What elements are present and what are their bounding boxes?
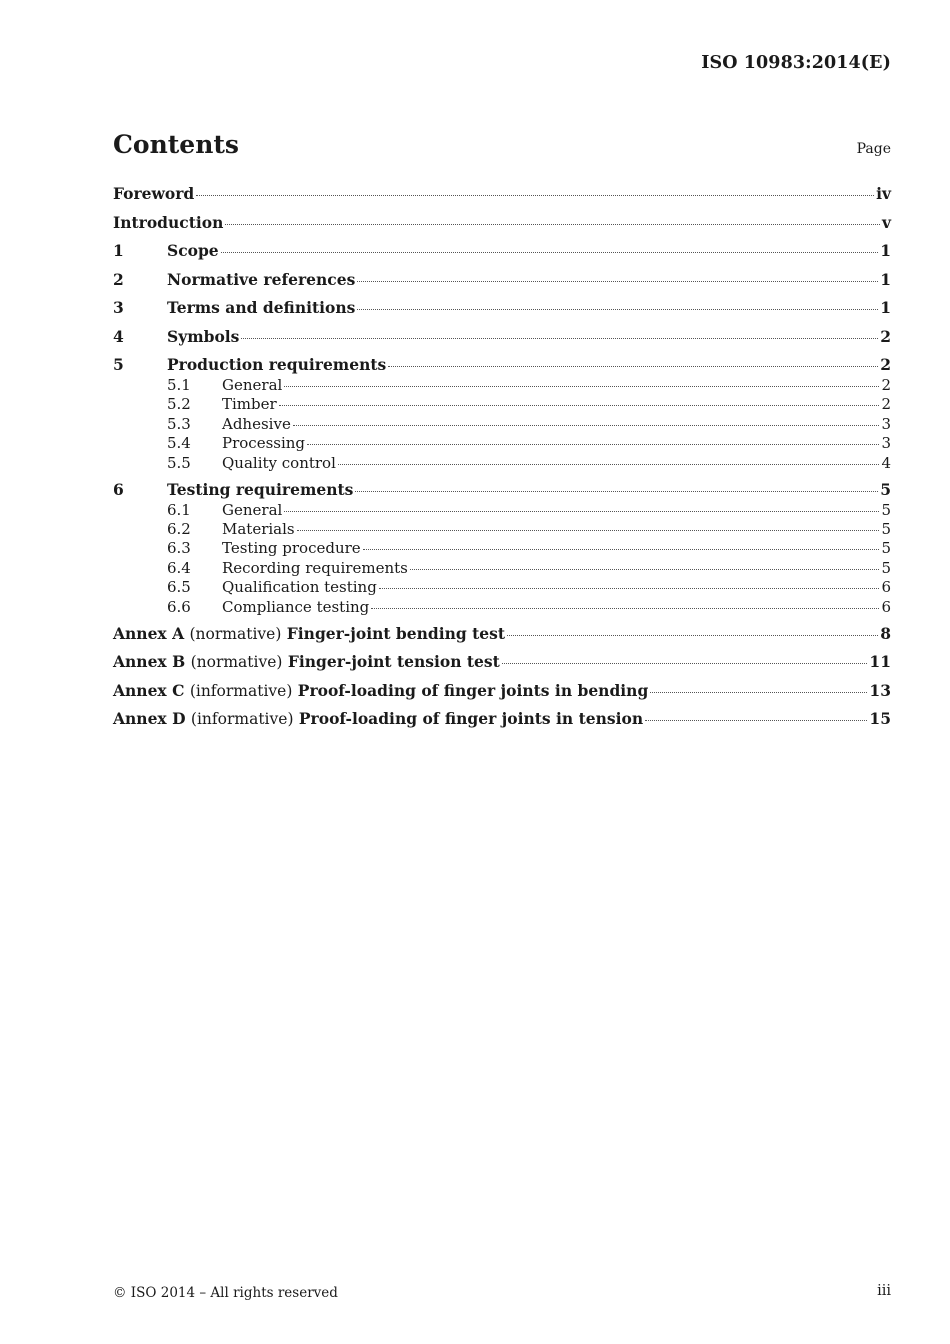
dot-leader bbox=[221, 252, 879, 253]
toc-entry-page: 6 bbox=[881, 578, 891, 597]
toc-entry-label: Testing procedure bbox=[222, 539, 361, 558]
toc-entry-label: Production requirements bbox=[167, 355, 387, 374]
dot-leader bbox=[293, 425, 880, 426]
annex-title: Finger-joint bending test bbox=[286, 623, 506, 643]
toc-entry-label: Introduction bbox=[113, 212, 224, 232]
dot-leader bbox=[307, 444, 879, 445]
toc-entry-label: Materials bbox=[222, 519, 295, 538]
toc-entry-page: 2 bbox=[880, 355, 891, 374]
toc-entry-subsection[interactable] bbox=[113, 434, 891, 453]
toc-entry-subsection[interactable] bbox=[113, 395, 891, 414]
toc-subsection-number: 6.5 bbox=[167, 578, 191, 597]
toc-entry-page: 3 bbox=[881, 434, 891, 453]
annex-title: Proof-loading of finger joints in bending bbox=[297, 680, 649, 700]
toc-entry-label: Terms and definitions bbox=[167, 298, 356, 317]
toc-entry-page: 8 bbox=[880, 623, 891, 643]
toc-entry-label: Foreword bbox=[113, 184, 195, 203]
toc-entry-subsection[interactable] bbox=[113, 520, 891, 539]
toc-section-number: 1 bbox=[113, 241, 124, 260]
toc-entry-page: 5 bbox=[881, 539, 891, 558]
toc-entry-page: 1 bbox=[880, 269, 891, 289]
toc-section-number: 5 bbox=[113, 355, 124, 374]
document-id: ISO 10983:2014(E) bbox=[701, 53, 891, 73]
toc-entry-introduction[interactable] bbox=[113, 213, 891, 242]
dot-leader bbox=[196, 195, 874, 196]
toc-entry-section[interactable] bbox=[113, 298, 891, 327]
dot-leader bbox=[650, 692, 867, 693]
annex-id: Annex B bbox=[113, 652, 186, 672]
annex-type: (normative) bbox=[190, 653, 283, 672]
toc-entry-label: Scope bbox=[167, 241, 219, 260]
toc-entry-subsection[interactable] bbox=[113, 598, 891, 624]
toc-subsection-number: 5.4 bbox=[167, 434, 191, 453]
toc-entry-subsection[interactable] bbox=[113, 415, 891, 434]
toc-entry-page: v bbox=[881, 212, 891, 232]
toc-entry-page: 13 bbox=[869, 680, 891, 700]
annex-title: Finger-joint tension test bbox=[287, 652, 500, 672]
toc-entry-page: 4 bbox=[881, 453, 891, 472]
annex-type: (informative) bbox=[189, 681, 293, 700]
toc-entry-section[interactable] bbox=[113, 327, 891, 356]
page-column-label: Page bbox=[856, 141, 891, 157]
toc-section-number: 6 bbox=[113, 479, 124, 499]
annex-id: Annex C bbox=[113, 680, 185, 700]
copyright-notice: © ISO 2014 – All rights reserved bbox=[113, 1285, 338, 1301]
toc-entry-label: Symbols bbox=[167, 326, 240, 346]
toc-subsection-number: 6.4 bbox=[167, 558, 191, 577]
dot-leader bbox=[371, 608, 879, 609]
dot-leader bbox=[355, 491, 878, 492]
toc-subsection-number: 5.5 bbox=[167, 453, 191, 472]
toc-entry-annex[interactable] bbox=[113, 624, 891, 653]
annex-id: Annex A bbox=[113, 623, 185, 643]
toc-entry-label: General bbox=[222, 500, 283, 519]
toc-entry-page: 5 bbox=[881, 519, 891, 538]
dot-leader bbox=[410, 569, 880, 570]
toc-entry-page: 5 bbox=[880, 479, 891, 499]
toc-entry-annex[interactable] bbox=[113, 709, 891, 738]
dot-leader bbox=[357, 281, 878, 282]
toc-entry-label: Quality control bbox=[222, 453, 336, 472]
toc-entry-page: 5 bbox=[881, 558, 891, 577]
toc-entry-page: 2 bbox=[881, 395, 891, 414]
dot-leader bbox=[297, 530, 880, 531]
toc-entry-subsection[interactable] bbox=[113, 559, 891, 578]
toc-entry-label: Adhesive bbox=[222, 414, 291, 433]
toc-entry-label: Normative references bbox=[167, 269, 356, 289]
page-number: iii bbox=[877, 1283, 891, 1299]
toc-entry-label: Processing bbox=[222, 434, 306, 453]
toc-entry-label: Recording requirements bbox=[222, 558, 408, 577]
toc-entry-page: 1 bbox=[880, 241, 891, 260]
toc-entry-page: iv bbox=[876, 184, 891, 203]
toc-subsection-number: 6.1 bbox=[167, 500, 191, 519]
dot-leader bbox=[279, 405, 880, 406]
dot-leader bbox=[241, 338, 878, 339]
toc-entry-foreword[interactable] bbox=[113, 184, 891, 213]
toc-entry-subsection[interactable] bbox=[113, 454, 891, 480]
toc-entry-page: 1 bbox=[880, 298, 891, 317]
toc-section-number: 2 bbox=[113, 269, 124, 289]
annex-id: Annex D bbox=[113, 709, 186, 729]
toc-section-number: 4 bbox=[113, 326, 124, 346]
toc-entry-label: Qualification testing bbox=[222, 578, 377, 597]
toc-subsection-number: 5.3 bbox=[167, 414, 191, 433]
dot-leader bbox=[379, 588, 880, 589]
toc-subsection-number: 6.3 bbox=[167, 539, 191, 558]
dot-leader bbox=[284, 511, 879, 512]
table-of-contents bbox=[113, 184, 891, 738]
dot-leader bbox=[645, 720, 867, 721]
toc-section-number: 3 bbox=[113, 298, 124, 317]
toc-entry-page: 3 bbox=[881, 414, 891, 433]
toc-subsection-number: 5.1 bbox=[167, 376, 191, 394]
toc-entry-page: 15 bbox=[869, 709, 891, 729]
toc-entry-label: Timber bbox=[222, 395, 277, 414]
toc-entry-label: Testing requirements bbox=[167, 479, 354, 499]
toc-entry-label: General bbox=[222, 376, 283, 394]
toc-entry-subsection[interactable] bbox=[113, 539, 891, 558]
dot-leader bbox=[502, 663, 868, 664]
toc-entry-section[interactable] bbox=[113, 270, 891, 299]
toc-subsection-number: 6.2 bbox=[167, 519, 191, 538]
toc-entry-annex[interactable] bbox=[113, 681, 891, 710]
dot-leader bbox=[507, 635, 878, 636]
toc-entry-page: 5 bbox=[881, 500, 891, 519]
toc-entry-page: 11 bbox=[869, 652, 891, 672]
contents-title: Contents bbox=[113, 130, 240, 159]
annex-type: (normative) bbox=[189, 624, 282, 643]
dot-leader bbox=[357, 309, 878, 310]
toc-subsection-number: 5.2 bbox=[167, 395, 191, 414]
contents-title-row bbox=[113, 130, 891, 159]
dot-leader bbox=[388, 366, 878, 367]
toc-subsection-number: 6.6 bbox=[167, 597, 191, 616]
dot-leader bbox=[284, 386, 879, 387]
toc-entry-section[interactable] bbox=[113, 241, 891, 270]
annex-type: (informative) bbox=[190, 710, 294, 729]
dot-leader bbox=[225, 224, 880, 225]
toc-entry-page: 2 bbox=[881, 376, 891, 394]
toc-entry-page: 6 bbox=[881, 597, 891, 616]
dot-leader bbox=[338, 464, 880, 465]
toc-entry-subsection[interactable] bbox=[113, 501, 891, 520]
annex-title: Proof-loading of finger joints in tension bbox=[298, 709, 644, 729]
toc-entry-page: 2 bbox=[880, 326, 891, 346]
dot-leader bbox=[363, 549, 880, 550]
toc-entry-annex[interactable] bbox=[113, 652, 891, 681]
toc-entry-label: Compliance testing bbox=[222, 597, 370, 616]
toc-entry-section[interactable] bbox=[113, 355, 891, 376]
toc-entry-section[interactable] bbox=[113, 480, 891, 501]
toc-entry-subsection[interactable] bbox=[113, 376, 891, 395]
toc-entry-subsection[interactable] bbox=[113, 578, 891, 597]
